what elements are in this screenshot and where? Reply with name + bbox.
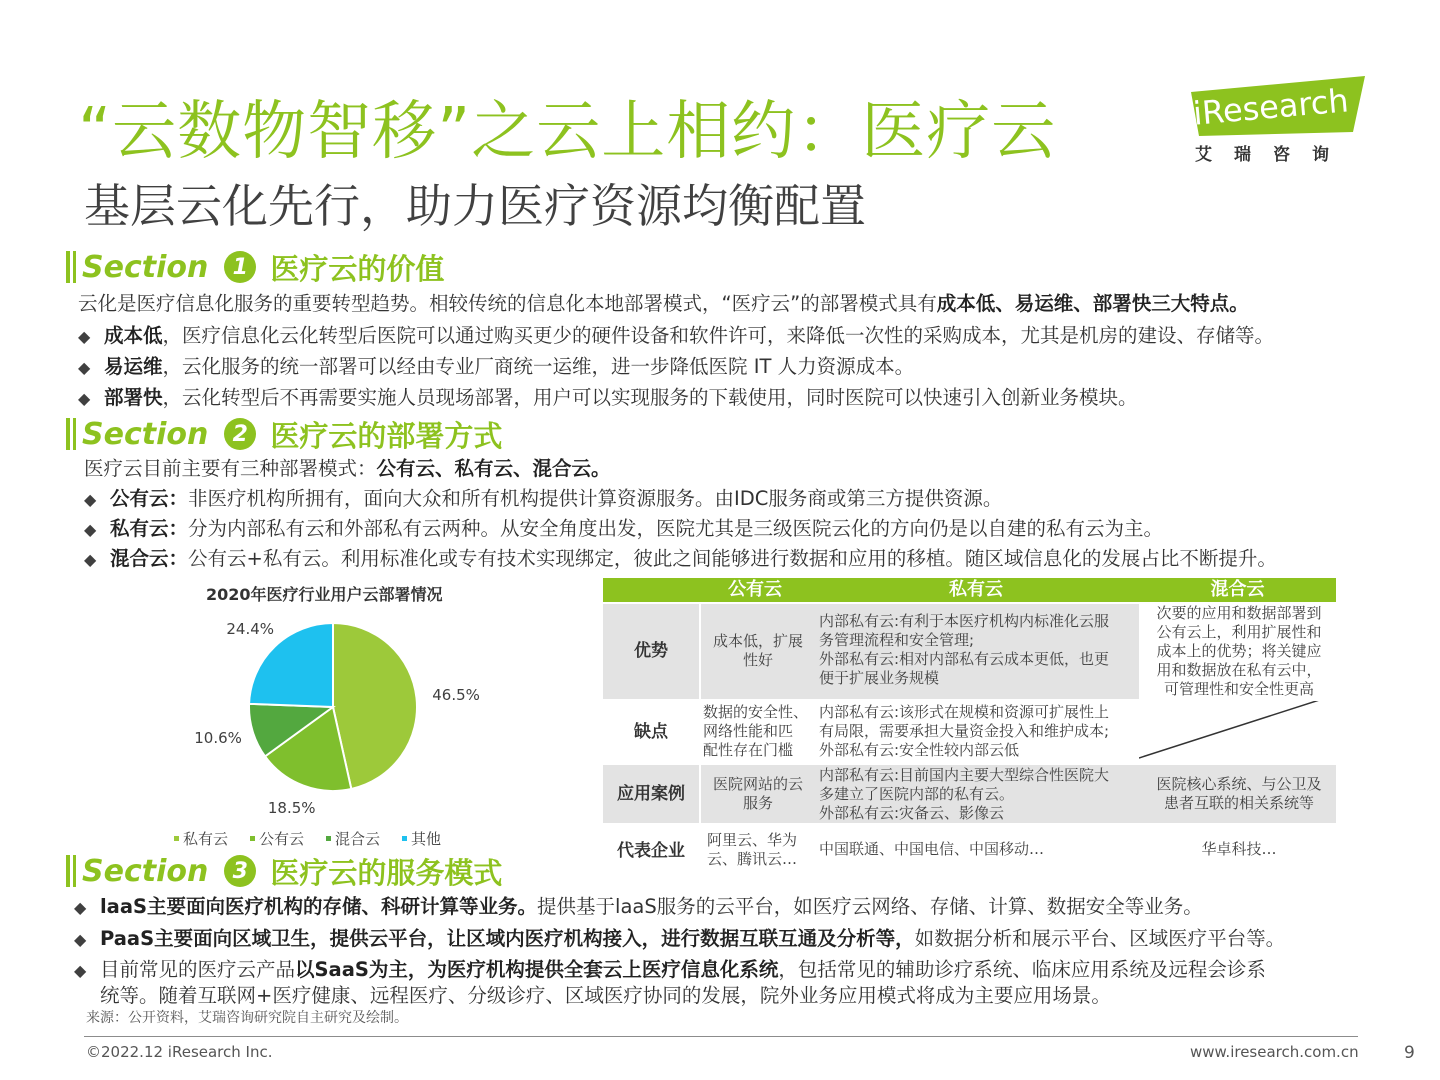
cell-private: 内部私有云:该形式在规模和资源可扩展性上 有局限，需要承担大量资金投入和维护成本; 外部私有云:安全性较内部云低 [819, 703, 1110, 759]
table-row [603, 602, 1336, 699]
copyright: ©2022.12 iResearch Inc. [86, 1043, 273, 1061]
legend-item: 公有云 [250, 828, 304, 849]
source-note: 来源：公开资料，艾瑞咨询研究院自主研究及绘制。 [86, 1010, 408, 1026]
diamond-bullet-icon: ◆ [74, 961, 87, 980]
pie-label-other: 24.4% [226, 620, 275, 639]
section-marker-bar [66, 251, 70, 283]
section-title: 医疗云的部署方式 [270, 418, 503, 453]
bullet-item: ◆ 公有云：非医疗机构所拥有，面向大众和所有机构提供计算资源服务。由IDC服务商或第三方提供资源。 [84, 486, 1002, 513]
column-header-private: 私有云 [949, 579, 1003, 600]
section-marker-bar [66, 855, 70, 887]
page-subtitle: 基层云化先行，助力医疗资源均衡配置 [84, 179, 866, 233]
legend-swatch [402, 836, 407, 841]
bullet-item: ◆ PaaS主要面向区域卫生，提供云平台，让区域内医疗机构接入，进行数据互联互通及分析等，如数据分析和展示平台、区域医疗平台等。 [74, 926, 1285, 953]
section-title: 医疗云的价值 [270, 251, 445, 286]
section-marker-bar [66, 418, 70, 450]
section-number-badge: 2 [224, 418, 256, 450]
bullet-item: ◆ 目前常见的医疗云产品以SaaS为主，为医疗机构提供全套云上医疗信息化系统，包括常见的辅助诊疗系统、临床应用系统及远程会诊系 [74, 957, 1266, 984]
cell-divider [699, 604, 701, 699]
legend-swatch [250, 836, 255, 841]
row-label: 缺点 [634, 721, 668, 742]
row-label: 应用案例 [617, 783, 685, 804]
pie-label-private: 46.5% [432, 686, 480, 705]
hybrid-callout-line [1139, 701, 1339, 763]
table-row [603, 823, 1336, 879]
section-number-badge: 1 [224, 251, 256, 283]
diamond-bullet-icon: ◆ [78, 358, 91, 377]
section-title: 医疗云的服务模式 [270, 855, 503, 890]
bullet-item: ◆ 混合云：公有云+私有云。利用标准化或专有技术实现绑定，彼此之间能够进行数据和应用的移植。随区域信息化的发展占比不断提升。 [84, 546, 1277, 573]
cell-private: 中国联通、中国电信、中国移动… [819, 840, 1045, 858]
pie-label-public: 18.5% [267, 799, 316, 818]
chart-title: 2020年医疗行业用户云部署情况 [206, 585, 443, 604]
page-title: “云数物智移”之云上相约：医疗云 [78, 95, 1057, 169]
cell-hybrid: 次要的应用和数据部署到 公有云上，利用扩展性和 成本上的优势；将关键应 用和数据放在私有云中， 可管理性和安全性更高 [1156, 604, 1322, 698]
section-2-intro: 医疗云目前主要有三种部署模式：公有云、私有云、混合云。 [84, 457, 611, 480]
section-1-header [66, 249, 444, 285]
table-row [603, 763, 1336, 823]
row-label: 优势 [634, 641, 668, 661]
column-header-hybrid: 混合云 [1210, 579, 1265, 600]
logo-wordmark: iResearch [1191, 81, 1351, 133]
table-row [603, 699, 1336, 763]
pie-chart [180, 605, 510, 855]
iresearch-logo [1185, 72, 1375, 172]
bullet-item: ◆ 部署快，云化转型后不再需要实施人员现场部署，用户可以实现服务的下载使用，同时医院可以快速引入创新业务模块。 [78, 385, 1138, 412]
page-number: 9 [1404, 1043, 1415, 1063]
cell-private: 内部私有云:有利于本医疗机构内标准化云服 务管理流程和安全管理; 外部私有云:相对内部私有云成本更低，也更 便于扩展业务规模 [819, 612, 1110, 687]
cell-divider [699, 765, 701, 823]
bullet-item: ◆ 易运维，云化服务的统一部署可以经由专业厂商统一运维，进一步降低医院 IT 人力资源成本。 [78, 354, 914, 381]
bullet-item: ◆ 私有云：分为内部私有云和外部私有云两种。从安全角度出发，医院尤其是三级医院云化的方向仍是以自建的私有云为主。 [84, 516, 1163, 543]
section-marker-bar [73, 418, 76, 450]
table-header [603, 578, 1336, 602]
cell-hybrid: 华卓科技… [1201, 840, 1277, 858]
diamond-bullet-icon: ◆ [74, 930, 87, 949]
section-number-badge: 3 [224, 855, 256, 887]
diamond-bullet-icon: ◆ [84, 490, 97, 509]
cell-hybrid: 医院核心系统、与公卫及 患者互联的相关系统等 [1156, 775, 1322, 812]
row-label: 代表企业 [617, 840, 685, 861]
column-header-public: 公有云 [728, 579, 782, 600]
pie-label-hybrid: 10.6% [194, 729, 242, 748]
bullet-continuation: 统等。随着互联网+医疗健康、远程医疗、分级诊疗、区域医疗协同的发展，院外业务应用模式将成为主要应用场景。 [100, 984, 1111, 1007]
bullet-item: ◆ laaS主要面向医疗机构的存储、科研计算等业务。提供基于laaS服务的云平台，如医疗云网络、存储、计算、数据安全等业务。 [74, 894, 1203, 921]
diamond-bullet-icon: ◆ [74, 898, 87, 917]
diamond-bullet-icon: ◆ [84, 550, 97, 569]
section-word: Section [82, 249, 209, 285]
website-link[interactable]: www.iresearch.com.cn [1190, 1043, 1359, 1061]
section-word: Section [82, 853, 209, 889]
cell-public: 数据的安全性、 网络性能和匹 配性存在门槛 [703, 703, 809, 759]
legend-item: 私有云 [174, 828, 228, 849]
logo-chinese-name: 艾瑞咨询 [1195, 145, 1351, 165]
cell-public: 阿里云、华为 云、腾讯云… [707, 831, 798, 868]
legend-item: 混合云 [326, 828, 380, 849]
bullet-item: ◆ 成本低，医疗信息化云化转型后医院可以通过购买更少的硬件设备和软件许可，来降低一次性的采购成本，尤其是机房的建设、存储等。 [78, 323, 1274, 350]
legend-swatch [326, 836, 331, 841]
section-3-header [66, 853, 502, 889]
chart-legend [174, 828, 463, 849]
cell-public: 医院网站的云 服务 [712, 775, 803, 812]
section-2-header [66, 416, 502, 452]
diamond-bullet-icon: ◆ [78, 389, 91, 408]
section-marker-bar [73, 251, 76, 283]
cell-private: 内部私有云:目前国内主要大型综合性医院大 多建立了医院内部的私有云。 外部私有云:灾备云、影像云 [819, 766, 1110, 822]
section-word: Section [82, 416, 209, 452]
section-marker-bar [73, 855, 76, 887]
footer-divider [84, 1036, 1358, 1037]
legend-item: 其他 [402, 828, 441, 849]
section-1-intro: 云化是医疗信息化服务的重要转型趋势。相较传统的信息化本地部署模式，“医疗云”的部署模式具有成本低、易运维、部署快三大特点。 [78, 292, 1249, 315]
diamond-bullet-icon: ◆ [78, 327, 91, 346]
legend-swatch [174, 836, 179, 841]
diamond-bullet-icon: ◆ [84, 520, 97, 539]
cell-public: 成本低，扩展 性好 [712, 632, 803, 669]
deployment-comparison-table [603, 578, 1336, 879]
